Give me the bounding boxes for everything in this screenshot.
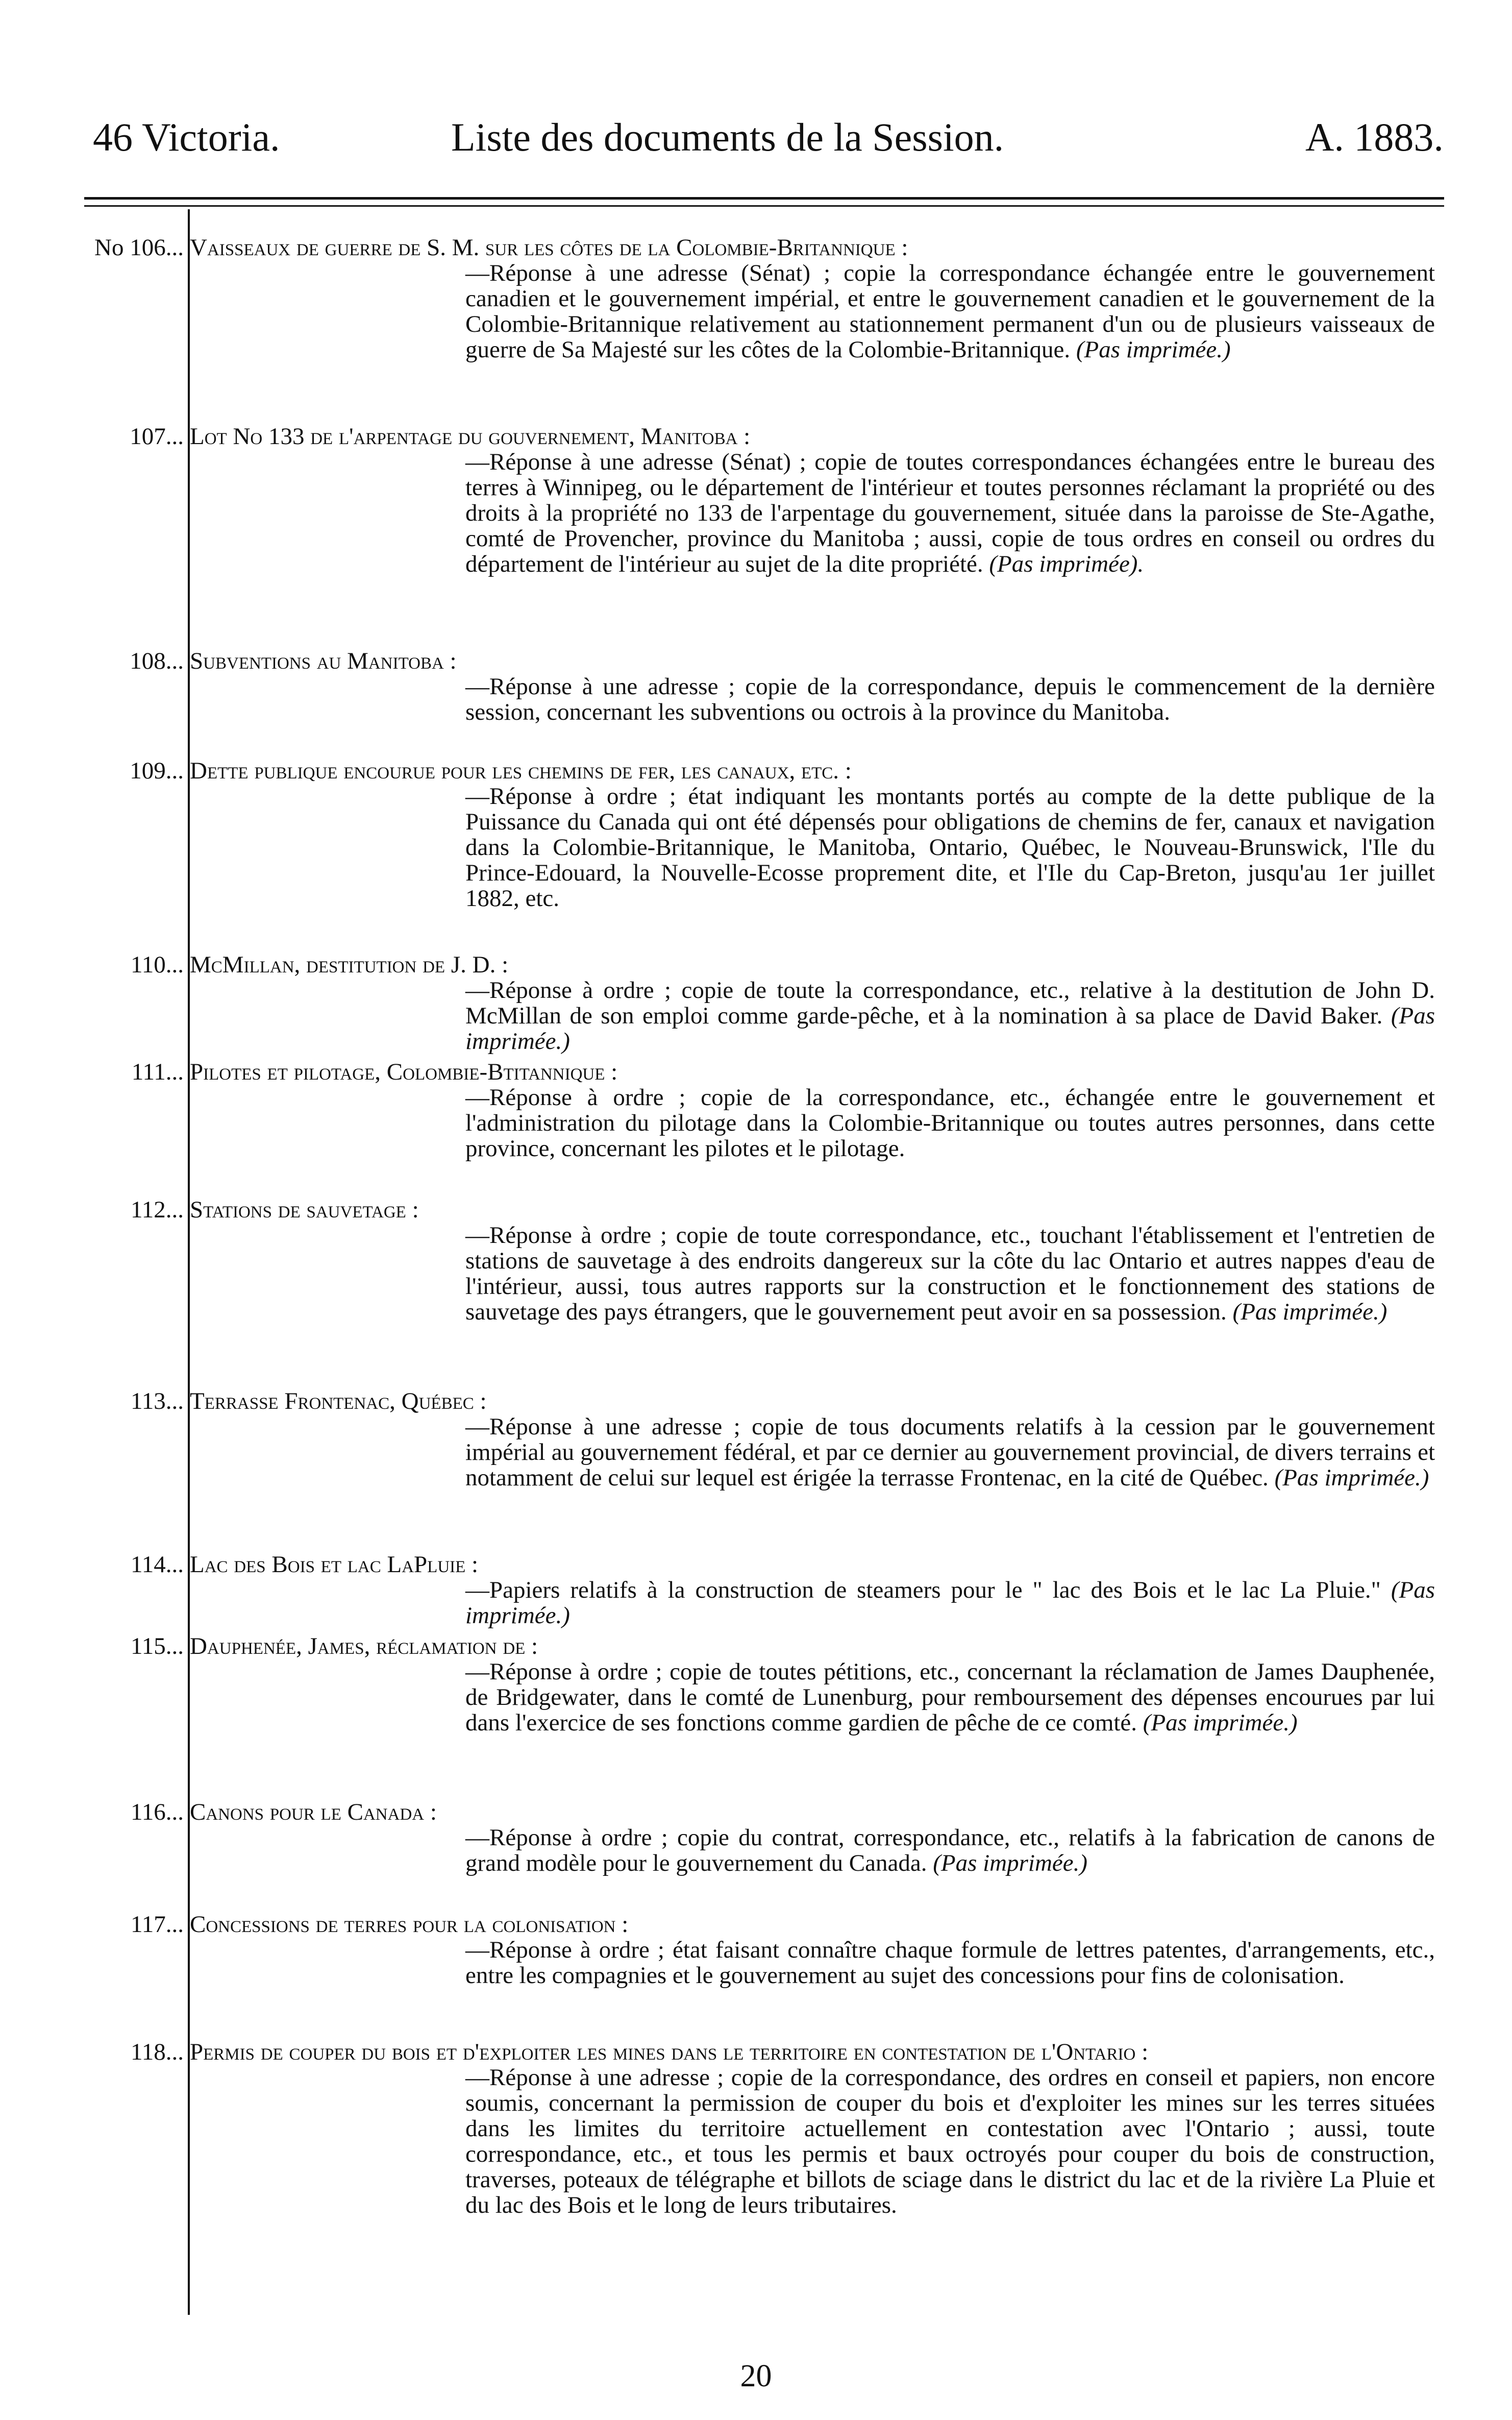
entry-text: —Réponse à ordre ; copie de toutes pétitions, etc., concernant la réclamation de James Dauphenée, de Bridgewater, dans le comté de Lunenburg, pour remboursement des dépenses encourues par lui dans l'exercice de ses fonctions comme gardien de pêche de ce comté. (Pas imprimée.): [465, 1658, 1435, 1736]
page-number: 20: [740, 2359, 772, 2393]
entry-title: Vaisseaux de guerre de S. M. sur les côtes de la Colombie-Britannique :: [190, 234, 908, 261]
entry-text: —Réponse à une adresse ; copie de la correspondance, depuis le commencement de la dernière session, concernant les subventions ou octrois à la province du Manitoba.: [465, 673, 1435, 725]
header-year: A. 1883.: [1305, 115, 1444, 159]
entry-number: 111...: [131, 1059, 184, 1085]
entry-title: Stations de sauvetage :: [190, 1196, 419, 1223]
header-rule-thin: [84, 205, 1444, 207]
entry-status: (Pas imprimée.): [933, 1850, 1088, 1876]
entry-number: 117...: [130, 1911, 184, 1938]
entry-number: 115...: [130, 1633, 184, 1659]
entry-title: Dette publique encourue pour les chemins de fer, les canaux, etc. :: [190, 757, 852, 784]
entry-text: —Réponse à ordre ; copie de toute la correspondance, etc., relative à la destitution de John D. McMillan de son emploi comme garde-pêche, et à la nomination à sa place de David Baker. (Pas imprimée.): [465, 977, 1435, 1055]
header-rule-thick: [84, 197, 1444, 200]
entry-text: —Réponse à une adresse ; copie de tous documents relatifs à la cession par le gouvernement impérial au gouvernement fédéral, et par ce dernier au gouvernement provincial, de divers terrains et notamment de celui sur lequel est érigée la terrasse Frontenac, en la cité de Québec. (Pas imprimée.): [465, 1413, 1435, 1491]
entry-text: —Réponse à ordre ; copie de la correspondance, etc., échangée entre le gouvernement et l'administration du pilotage dans la Colombie-Britannique ou toutes autres personnes, dans cette province, concernant les pilotes et le pilotage.: [465, 1084, 1435, 1162]
entry-text: —Réponse à une adresse (Sénat) ; copie de toutes correspondances échangées entre le bureau des terres à Winnipeg, ou le département de l'intérieur et toutes personnes réclamant la propriété ou des droits à la propriété no 133 de l'arpentage du gouvernement, située dans la paroisse de Ste-Agathe, comté de Provencher, province du Manitoba ; aussi, copie de tous ordres en conseil ou ordres du département de l'intérieur au sujet de la dite propriété. (Pas imprimée).: [465, 449, 1435, 577]
entry-title: Lot No 133 de l'arpentage du gouvernement, Manitoba :: [190, 423, 751, 450]
entry-text: —Réponse à ordre ; état indiquant les montants portés au compte de la dette publique de la Puissance du Canada qui ont été dépensés pour obligations de chemins de fer, canaux et navigation dans la Colombie-Britannique, le Manitoba, Ontario, Québec, le Nouveau-Brunswick, l'Ile du Prince-Edouard, la Nouvelle-Ecosse proprement dite, et l'Ile du Cap-Breton, jusqu'au 1er juillet 1882, etc.: [465, 783, 1435, 912]
entry-number: 112...: [130, 1196, 184, 1223]
entry-title: Concessions de terres pour la colonisation :: [190, 1911, 629, 1938]
entry-number: No 106...: [94, 234, 184, 261]
entry-title: Permis de couper du bois et d'exploiter les mines dans le territoire en contestation de l'Ontario :: [190, 2039, 1149, 2065]
entry-title: Terrasse Frontenac, Québec :: [190, 1388, 487, 1414]
entry-title: Lac des Bois et lac LaPluie :: [190, 1551, 479, 1578]
header-title: Liste des documents de la Session.: [451, 115, 1004, 159]
entry-status: (Pas imprimée.): [1274, 1464, 1429, 1491]
entry-status: (Pas imprimée.): [1076, 336, 1231, 363]
entry-number: 107...: [130, 423, 184, 450]
entry-text: —Réponse à ordre ; état faisant connaître chaque formule de lettres patentes, d'arrangements, etc., entre les compagnies et le gouvernement au sujet des concessions pour fins de colonisation.: [465, 1937, 1435, 1989]
entry-status: (Pas imprimée).: [989, 551, 1144, 577]
column-divider: [188, 209, 190, 2315]
entry-status: (Pas imprimée.): [465, 1003, 1435, 1055]
entry-text: —Papiers relatifs à la construction de steamers pour le " lac des Bois et le lac La Pluie." (Pas imprimée.): [465, 1577, 1435, 1629]
entry-title: Dauphenée, James, réclamation de :: [190, 1633, 538, 1659]
entry-number: 113...: [130, 1388, 184, 1414]
entry-text: —Réponse à une adresse (Sénat) ; copie la correspondance échangée entre le gouvernement canadien et le gouvernement impérial, et entre le gouvernement canadien et le gouvernement de la Colombie-Britannique relativement au stationnement permanent d'un ou de plusieurs vaisseaux de guerre de Sa Majesté sur les côtes de la Colombie-Britannique. (Pas imprimée.): [465, 260, 1435, 363]
entry-status: (Pas imprimée.): [1232, 1299, 1387, 1325]
entry-number: 114...: [130, 1551, 184, 1578]
entry-number: 116...: [130, 1799, 184, 1825]
entry-number: 108...: [130, 648, 184, 674]
entry-title: Pilotes et pilotage, Colombie-Btitannique :: [190, 1059, 618, 1085]
entry-status: (Pas imprimée.): [1143, 1709, 1298, 1736]
entry-number: 118...: [130, 2039, 184, 2065]
entry-number: 110...: [130, 951, 184, 978]
entry-title: Subventions au Manitoba :: [190, 648, 457, 674]
entry-title: McMillan, destitution de J. D. :: [190, 951, 509, 978]
entry-text: —Réponse à une adresse ; copie de la correspondance, des ordres en conseil et papiers, non encore soumis, concernant la permission de couper du bois et d'exploiter les mines sur les terres situées dans les limites du territoire actuellement en contestation avec l'Ontario ; aussi, toute correspondance, etc., et tous les permis et baux octroyés pour couper du bois de construction, traverses, poteaux de télégraphe et billots de sciage dans le district du lac et de la rivière La Pluie et du lac des Bois et le long de leurs tributaires.: [465, 2064, 1435, 2218]
entry-title: Canons pour le Canada :: [190, 1799, 437, 1825]
header-volume: 46 Victoria.: [93, 115, 280, 159]
entry-text: —Réponse à ordre ; copie de toute correspondance, etc., touchant l'établissement et l'entretien de stations de sauvetage à des endroits dangereux sur la côte du lac Ontario et autres nappes d'eau de l'intérieur, aussi, tous autres rapports sur la construction et le fonctionnement des stations de sauvetage des pays étrangers, que le gouvernement peut avoir en sa possession. (Pas imprimée.): [465, 1222, 1435, 1325]
entry-text: —Réponse à ordre ; copie du contrat, correspondance, etc., relatifs à la fabrication de canons de grand modèle pour le gouvernement du Canada. (Pas imprimée.): [465, 1824, 1435, 1876]
entry-number: 109...: [130, 757, 184, 784]
entry-status: (Pas imprimée.): [465, 1577, 1435, 1629]
